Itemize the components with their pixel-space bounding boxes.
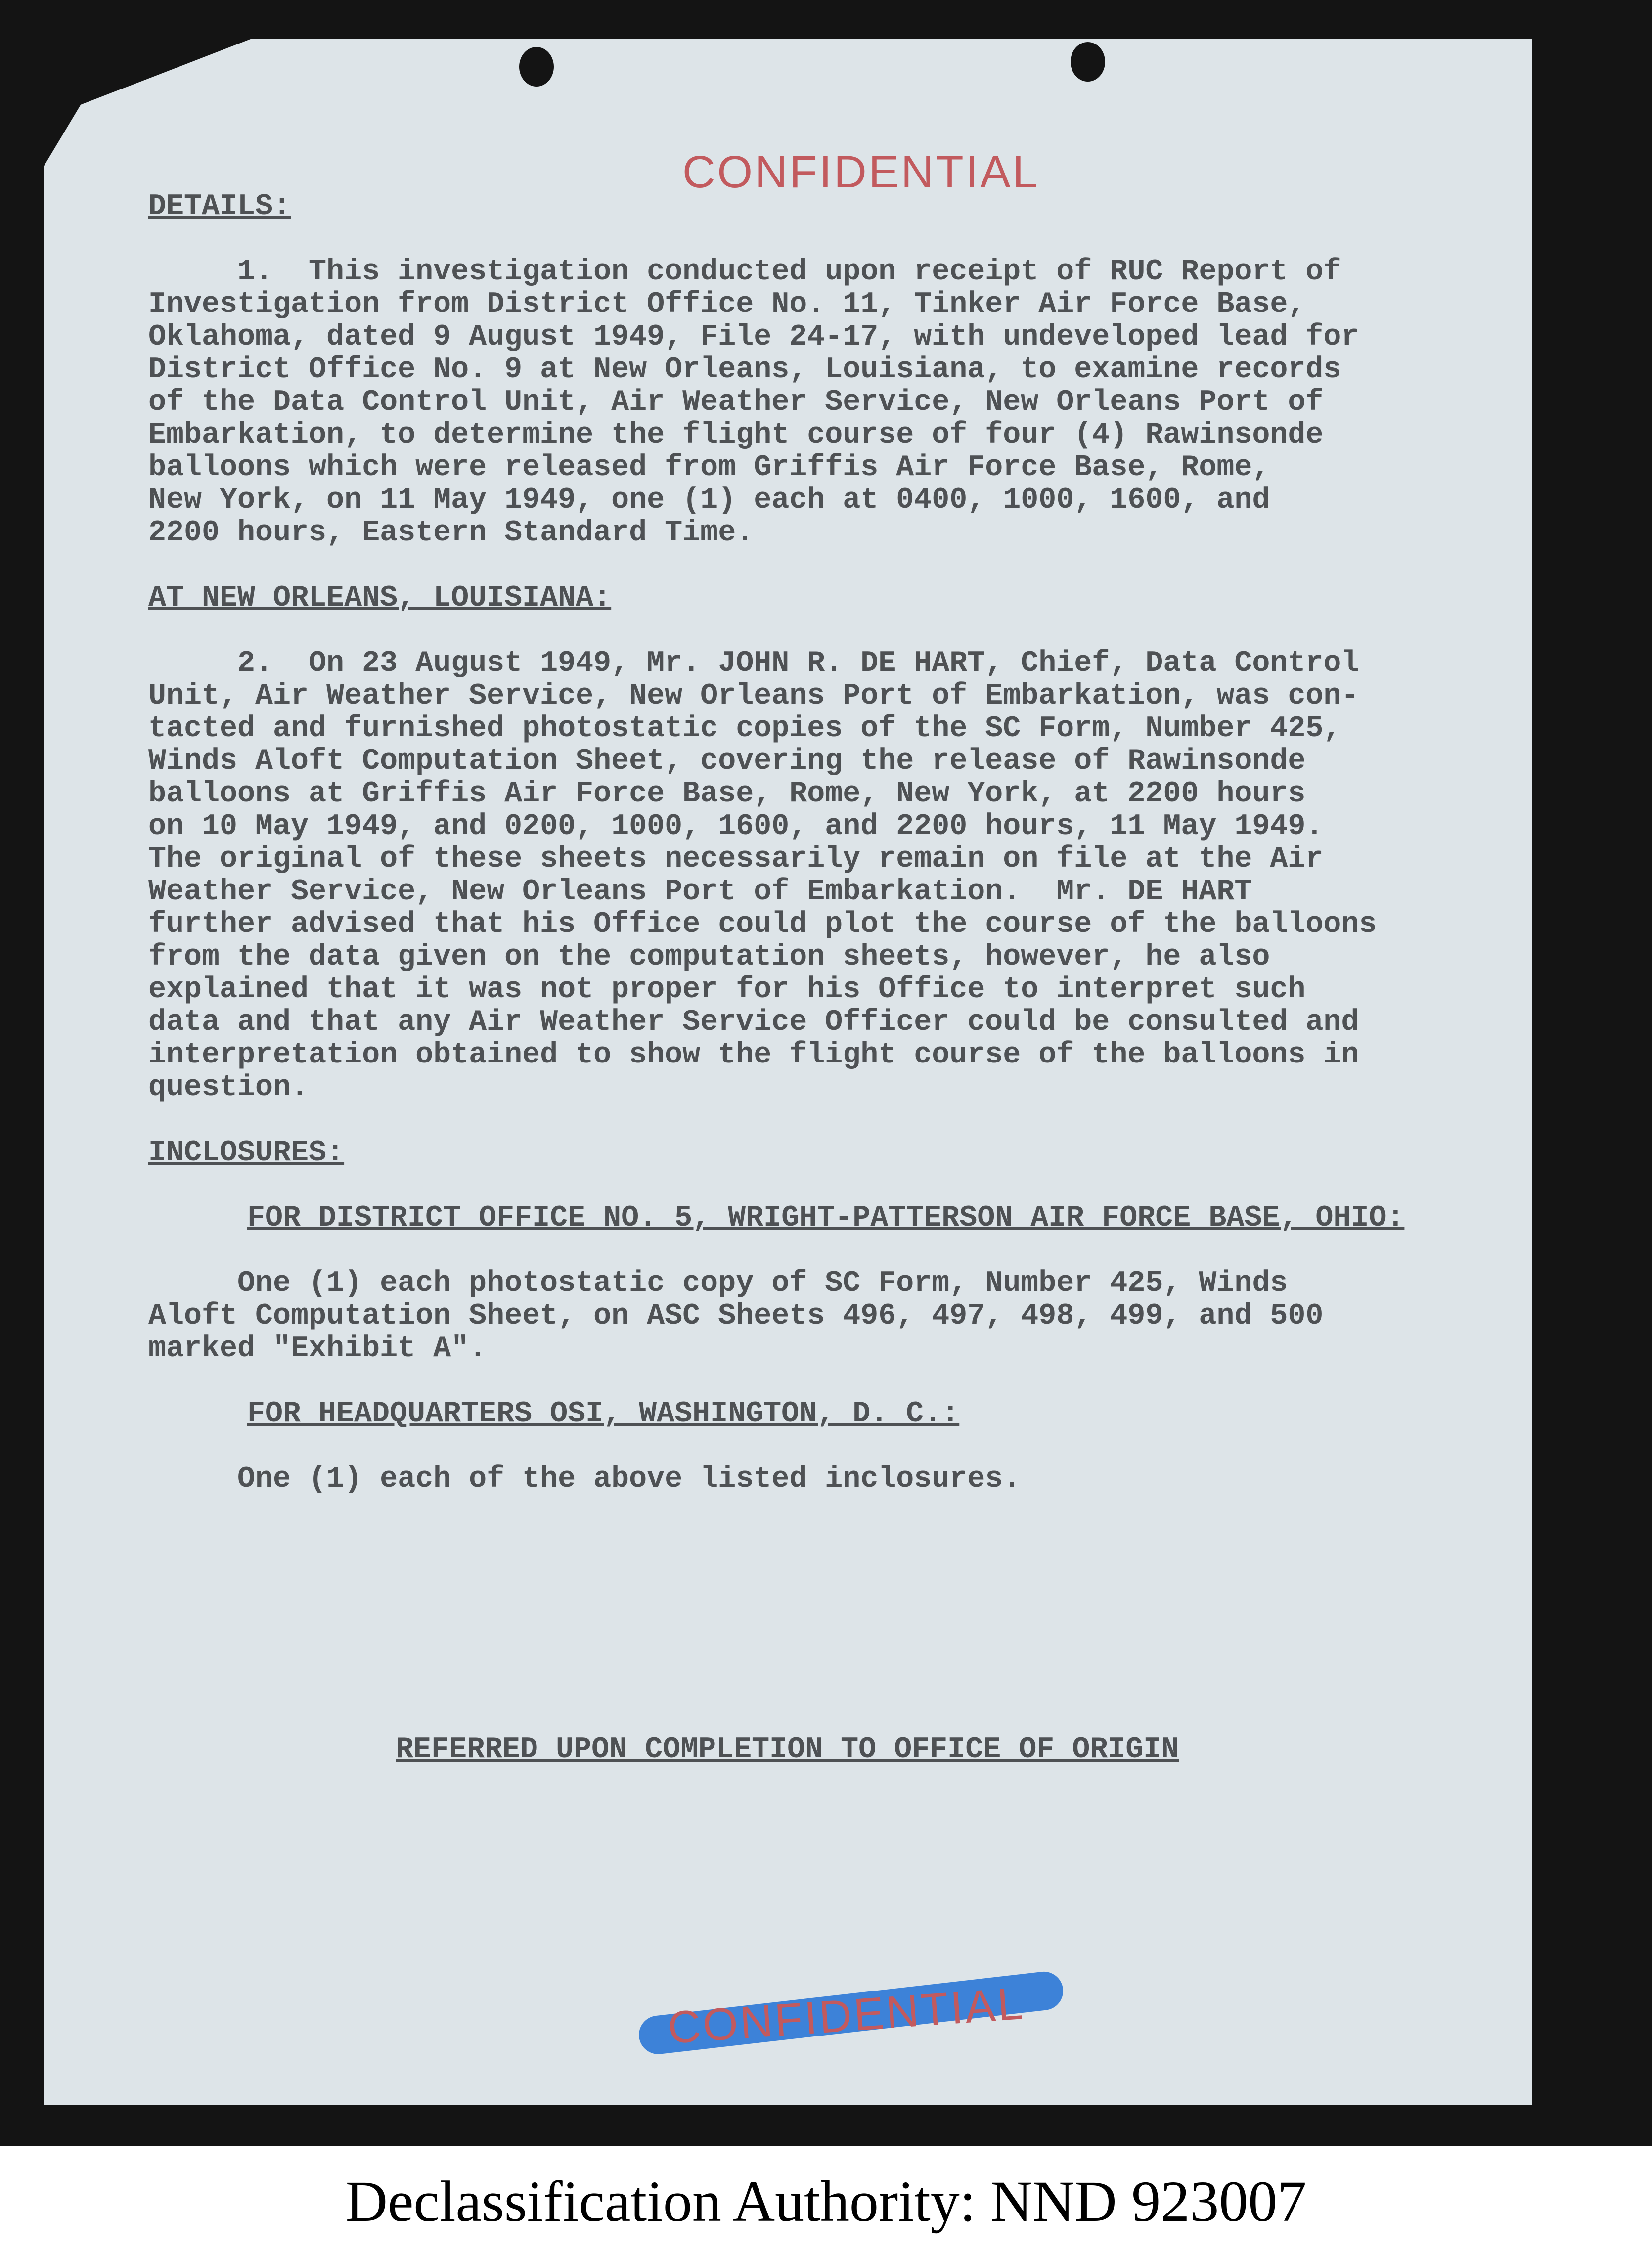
paragraph-line: balloons which were released from Griffis Air Force Base, Rome, xyxy=(148,451,1270,485)
punch-hole-left xyxy=(519,47,554,87)
paragraph-line: explained that it was not proper for his Office to interpret such xyxy=(148,973,1306,1007)
paragraph-line: Aloft Computation Sheet, on ASC Sheets 496, 497, 498, 499, and 500 xyxy=(148,1299,1324,1333)
paragraph-line: Investigation from District Office No. 11, Tinker Air Force Base, xyxy=(148,288,1306,321)
district-office-heading: FOR DISTRICT OFFICE NO. 5, WRIGHT-PATTERSON AIR FORCE BASE, OHIO: xyxy=(247,1201,1405,1235)
paragraph-1 xyxy=(148,256,1513,549)
paragraph-line: interpretation obtained to show the flight course of the balloons in xyxy=(148,1038,1359,1072)
details-heading: DETAILS: xyxy=(148,190,291,223)
paragraph-line: New York, on 11 May 1949, one (1) each at 0400, 1000, 1600, and xyxy=(148,484,1270,517)
district-office-body xyxy=(148,1267,1513,1365)
paragraph-line: from the data given on the computation sheets, however, he also xyxy=(148,940,1270,974)
paragraph-line: District Office No. 9 at New Orleans, Louisiana, to examine records xyxy=(148,353,1341,387)
paragraph-line: 2. On 23 August 1949, Mr. JOHN R. DE HART, Chief, Data Control xyxy=(148,647,1359,680)
headquarters-body: One (1) each of the above listed inclosures. xyxy=(148,1462,1021,1496)
confidential-stamp-bottom: CONFIDENTIAL xyxy=(666,1978,1027,2054)
paragraph-line: 2200 hours, Eastern Standard Time. xyxy=(148,516,754,550)
new-orleans-heading: AT NEW ORLEANS, LOUISIANA: xyxy=(148,581,612,615)
paragraph-line: Unit, Air Weather Service, New Orleans Port of Embarkation, was con- xyxy=(148,679,1359,713)
referral-note: REFERRED UPON COMPLETION TO OFFICE OF ORIGIN xyxy=(396,1733,1179,1767)
confidential-stamp-top: CONFIDENTIAL xyxy=(682,147,1040,197)
paragraph-line: data and that any Air Weather Service Officer could be consulted and xyxy=(148,1006,1359,1039)
paragraph-line: Oklahoma, dated 9 August 1949, File 24-17, with undeveloped lead for xyxy=(148,320,1359,354)
document-body xyxy=(148,190,1513,1496)
declassification-caption: Declassification Authority: NND 923007 xyxy=(345,2169,1307,2234)
paragraph-line: 1. This investigation conducted upon receipt of RUC Report of xyxy=(148,255,1341,289)
paragraph-line: further advised that his Office could plot the course of the balloons xyxy=(148,908,1377,941)
paragraph-line: tacted and furnished photostatic copies of the SC Form, Number 425, xyxy=(148,712,1341,746)
paragraph-line: question. xyxy=(148,1071,309,1105)
paragraph-line: One (1) each photostatic copy of SC Form, Number 425, Winds xyxy=(148,1267,1288,1300)
paragraph-line: of the Data Control Unit, Air Weather Service, New Orleans Port of xyxy=(148,386,1324,419)
paragraph-line: marked "Exhibit A". xyxy=(148,1332,487,1366)
punch-hole-right xyxy=(1071,42,1105,82)
paragraph-2 xyxy=(148,647,1513,1104)
paragraph-line: on 10 May 1949, and 0200, 1000, 1600, and 2200 hours, 11 May 1949. xyxy=(148,810,1324,843)
paragraph-line: balloons at Griffis Air Force Base, Rome, New York, at 2200 hours xyxy=(148,777,1306,811)
headquarters-heading: FOR HEADQUARTERS OSI, WASHINGTON, D. C.: xyxy=(247,1397,960,1431)
paragraph-line: Weather Service, New Orleans Port of Embarkation. Mr. DE HART xyxy=(148,875,1252,909)
paragraph-line: Embarkation, to determine the flight course of four (4) Rawinsonde xyxy=(148,418,1324,452)
inclosures-heading: INCLOSURES: xyxy=(148,1136,345,1170)
paragraph-line: Winds Aloft Computation Sheet, covering the release of Rawinsonde xyxy=(148,745,1306,778)
paragraph-line: The original of these sheets necessarily remain on file at the Air xyxy=(148,842,1324,876)
